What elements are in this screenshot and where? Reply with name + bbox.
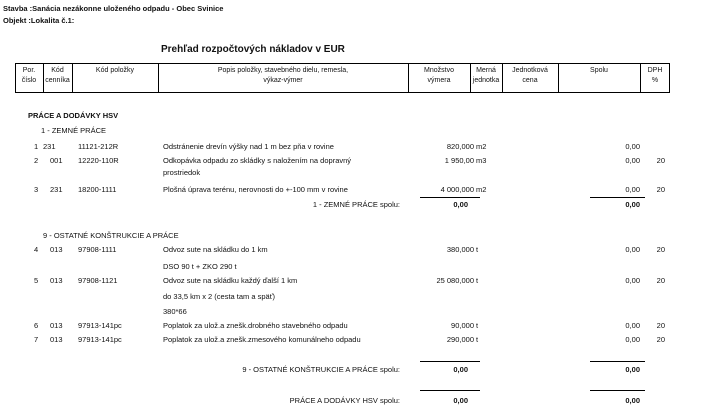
subtotal-label: 9 - OSTATNÉ KONŠTRUKCIE A PRÁCE spolu:: [242, 365, 400, 374]
subtotal-sum: 0,00: [625, 200, 640, 209]
subtotal-rule: [420, 197, 480, 198]
total-label: PRÁCE A DODÁVKY HSV spolu:: [289, 396, 400, 405]
total-rule: [590, 390, 645, 391]
subtotal-rule: [590, 197, 645, 198]
row-note: 380*66: [163, 307, 187, 316]
subtotal-sum: 0,00: [625, 365, 640, 374]
col-mnozstvo: Množstvo výmera: [424, 67, 454, 84]
col-kod: Kód cenníka: [45, 67, 70, 84]
col-por: Por. číslo: [21, 67, 37, 84]
section-title: PRÁCE A DODÁVKY HSV: [28, 111, 119, 120]
row-note: DSO 90 t + ZKO 290 t: [163, 262, 237, 271]
subtotal-rule: [590, 361, 645, 362]
col-mj: Merná jednotka: [472, 67, 500, 84]
group-title: 1 - ZEMNÉ PRÁCE: [41, 126, 107, 135]
page-title: Prehľad rozpočtových nákladov v EUR: [161, 44, 345, 55]
subtotal-label: 1 - ZEMNÉ PRÁCE spolu:: [312, 200, 400, 209]
col-dph: DPH %: [647, 67, 663, 84]
col-spolu: Spolu: [590, 67, 608, 74]
group-title: 9 - OSTATNÉ KONŠTRUKCIE A PRÁCE: [43, 231, 179, 240]
objekt-line: Objekt :Lokalita č.1:: [3, 16, 75, 25]
total-qty: 0,00: [453, 396, 468, 405]
total-rule: [420, 390, 480, 391]
row-note: do 33,5 km x 2 (cesta tam a späť): [163, 292, 276, 301]
col-polozka: Kód položky: [95, 67, 135, 74]
col-popis: Popis položky, stavebného dielu, remesla, výkaz-výmer: [217, 67, 349, 84]
total-sum: 0,00: [625, 396, 640, 405]
col-jcena: Jednotková cena: [512, 67, 548, 84]
subtotal-qty: 0,00: [453, 365, 468, 374]
subtotal-qty: 0,00: [453, 200, 468, 209]
stavba-line: Stavba :Sanácia nezákonne uloženého odpadu - Obec Svinice: [3, 4, 224, 13]
subtotal-rule: [420, 361, 480, 362]
